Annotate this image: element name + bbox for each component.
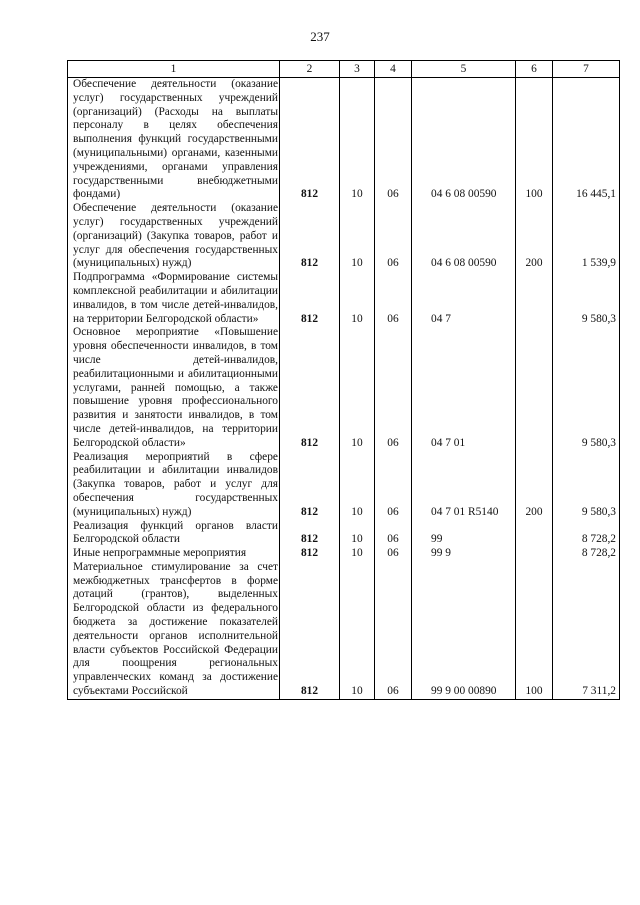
expense-type-code: [516, 547, 553, 561]
amount: 9 580,3: [553, 451, 620, 520]
table-row: [68, 202, 620, 271]
expense-description: Материальное стимулирование за счет межбюджетных трансфертов в форме дотаций (грантов), выделенных Белгородской области из федерального бюджета за достижение показателей деятельности органов исполнительной власти субъектов Российской Федерации для поощрения региональных управленческих команд за достижение субъектами Российской: [68, 561, 280, 699]
ministry-code: 812: [280, 271, 340, 326]
subsection-code: 06: [375, 271, 412, 326]
subsection-code: 06: [375, 561, 412, 699]
column-header: 3: [340, 61, 375, 78]
section-code: 10: [340, 547, 375, 561]
table-row: [68, 271, 620, 326]
target-article-code: 04 7 01 R5140: [412, 451, 516, 520]
expense-type-code: 100: [516, 78, 553, 203]
section-code: 10: [340, 78, 375, 203]
target-article-code: 04 7: [412, 271, 516, 326]
ministry-code: 812: [280, 451, 340, 520]
expense-description: Основное мероприятие «Повышение уровня обеспеченности инвалидов, в том числе детей-инвалидов, реабилитационными и абилитационными услугами, ранней помощью, а также повышение уровня профессионального развития и занятости инвалидов, в том числе детей-инвалидов, на территории Белгородской области»: [68, 326, 280, 450]
expense-type-code: 200: [516, 202, 553, 271]
expense-type-code: [516, 326, 553, 450]
expense-description: Реализация функций органов власти Белгородской области: [68, 520, 280, 548]
target-article-code: 04 6 08 00590: [412, 78, 516, 203]
subsection-code: 06: [375, 202, 412, 271]
target-article-code: 99 9: [412, 547, 516, 561]
column-header: 4: [375, 61, 412, 78]
section-code: 10: [340, 451, 375, 520]
ministry-code: 812: [280, 78, 340, 203]
target-article-code: 99: [412, 520, 516, 548]
target-article-code: 04 6 08 00590: [412, 202, 516, 271]
column-header: 5: [412, 61, 516, 78]
expense-description: Обеспечение деятельности (оказание услуг) государственных учреждений (организаций) (Закупка товаров, работ и услуг для обеспечения государственных (муниципальных) нужд): [68, 202, 280, 271]
expense-description: Подпрограмма «Формирование системы комплексной реабилитации и абилитации инвалидов, в том числе детей-инвалидов, на территории Белгородской области»: [68, 271, 280, 326]
subsection-code: 06: [375, 326, 412, 450]
target-article-code: 04 7 01: [412, 326, 516, 450]
budget-table: [67, 60, 620, 700]
table-row: [68, 547, 620, 561]
section-code: 10: [340, 326, 375, 450]
ministry-code: 812: [280, 561, 340, 699]
section-code: 10: [340, 271, 375, 326]
amount: 1 539,9: [553, 202, 620, 271]
expense-type-code: [516, 520, 553, 548]
subsection-code: 06: [375, 547, 412, 561]
subsection-code: 06: [375, 520, 412, 548]
section-code: 10: [340, 520, 375, 548]
column-header: 6: [516, 61, 553, 78]
column-header: 1: [68, 61, 280, 78]
expense-type-code: [516, 271, 553, 326]
subsection-code: 06: [375, 451, 412, 520]
expense-type-code: 200: [516, 451, 553, 520]
table-row: [68, 326, 620, 450]
amount: 8 728,2: [553, 547, 620, 561]
table-row: [68, 561, 620, 699]
subsection-code: 06: [375, 78, 412, 203]
table-row: [68, 451, 620, 520]
table-row: [68, 78, 620, 203]
column-header: 7: [553, 61, 620, 78]
amount: 16 445,1: [553, 78, 620, 203]
expense-type-code: 100: [516, 561, 553, 699]
target-article-code: 99 9 00 00890: [412, 561, 516, 699]
ministry-code: 812: [280, 547, 340, 561]
expense-description: Иные непрограммные мероприятия: [68, 547, 280, 561]
table-row: [68, 520, 620, 548]
column-header: 2: [280, 61, 340, 78]
amount: 7 311,2: [553, 561, 620, 699]
amount: 9 580,3: [553, 271, 620, 326]
ministry-code: 812: [280, 326, 340, 450]
ministry-code: 812: [280, 202, 340, 271]
page-number: 237: [310, 29, 330, 44]
header-row: [68, 61, 620, 78]
section-code: 10: [340, 202, 375, 271]
amount: 9 580,3: [553, 326, 620, 450]
ministry-code: 812: [280, 520, 340, 548]
expense-description: Обеспечение деятельности (оказание услуг) государственных учреждений (организаций) (Расходы на выплаты персоналу в целях обеспечения выполнения функций государственными (муниципальными) органами, казенными учреждениями, органами управления государственными внебюджетными фондами): [68, 78, 280, 203]
section-code: 10: [340, 561, 375, 699]
expense-description: Реализация мероприятий в сфере реабилитации и абилитации инвалидов (Закупка товаров, работ и услуг для обеспечения государственных (муниципальных) нужд): [68, 451, 280, 520]
amount: 8 728,2: [553, 520, 620, 548]
